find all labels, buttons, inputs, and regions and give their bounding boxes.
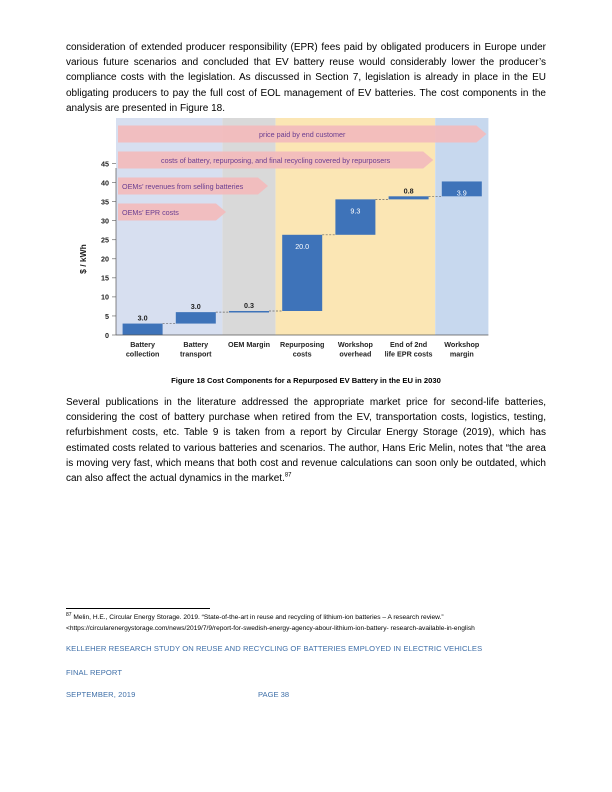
x-tick-label: Battery (183, 340, 209, 349)
x-tick-label: Workshop (337, 340, 373, 349)
footnote-citation: Melin, H.E., Circular Energy Storage. 2019. “State-of-the-art in reuse and recycling of lithium-ion batteries – A research review.” (71, 614, 444, 621)
bar-value-label: 3.0 (190, 302, 201, 312)
x-tick-label: Battery (130, 340, 155, 349)
bar-value-label: 3.9 (456, 188, 467, 198)
footnote-number: 87 (66, 611, 72, 618)
x-tick-label: collection (125, 349, 160, 359)
x-tick-label: OEM Margin (228, 340, 270, 349)
footer-page-number: PAGE 38 (258, 690, 290, 699)
bar-value-label: 0.8 (403, 186, 414, 196)
bar-5 (335, 199, 375, 234)
bar-value-label: 0.3 (244, 300, 254, 310)
annotation-label: OEMs’ EPR costs (122, 207, 179, 217)
bar-3 (229, 311, 269, 313)
y-axis-label: $ / kWh (78, 244, 88, 274)
x-tick-label: costs (292, 349, 312, 359)
footer-study-title: KELLEHER RESEARCH STUDY ON REUSE AND RECYCLING OF BATTERIES EMPLOYED IN ELECTRIC VEHICLES (66, 644, 483, 653)
y-tick-label: 5 (105, 311, 109, 321)
figure-caption: Figure 18 Cost Components for a Repurposed EV Battery in the EU in 2030 (171, 376, 441, 385)
bar-value-label: 20.0 (295, 241, 310, 251)
paragraph-publications-text: Several publications in the literature addressed the appropriate market price for second-life batteries, considering the cost of battery purchase when retired from the EV, transportation costs, logistics, testing, refurbishment costs, etc. Table 9 is taken from a report by Circular Energy Storage (2019), which has estimated costs related to various batteries and scenarios. The author, Hans Eric Melin, notes that “the area is moving very fast, which means that both cost and revenue calculations can soon only be outdated, which can also affect the actual dynamics in the market. (66, 397, 546, 485)
x-tick-label: overhead (339, 349, 372, 359)
y-tick-label: 20 (101, 254, 109, 264)
y-tick-label: 10 (101, 292, 109, 302)
y-tick-label: 30 (101, 216, 109, 226)
x-tick-label: life EPR costs (384, 349, 433, 359)
x-tick-label: Workshop (444, 340, 480, 349)
y-tick-label: 15 (101, 273, 109, 283)
annotation-label: OEMs’ revenues from selling batteries (122, 181, 244, 191)
annotation-label: price paid by end customer (259, 129, 346, 139)
y-tick-label: 35 (101, 197, 109, 207)
bar-6 (389, 196, 429, 199)
footnote-rule (66, 608, 210, 609)
bar-value-label: 9.3 (350, 206, 361, 216)
y-tick-label: 0 (105, 330, 109, 340)
footnote-ref[interactable]: 87 (284, 472, 292, 479)
x-tick-label: Repurposing (280, 340, 325, 349)
annotation-label: costs of battery, repurposing, and final recycling covered by repurposers (161, 155, 391, 165)
footnote (66, 612, 546, 634)
x-tick-label: transport (180, 349, 212, 359)
background-zone (116, 118, 222, 335)
bar-1 (123, 324, 163, 335)
bar-2 (176, 312, 216, 323)
bar-value-label: 3.0 (137, 313, 148, 323)
footer-date: SEPTEMBER, 2019 (66, 690, 136, 699)
paragraph-publications (66, 395, 546, 486)
cost-components-chart (70, 114, 500, 366)
background-zone (435, 118, 488, 335)
y-tick-label: 45 (101, 159, 109, 169)
footnote-url[interactable]: <https://circularenergystorage.com/news/2019/7/9/report-for-swedish-energy-agency-abour-lithium-ion-battery- research-available-in-english (66, 625, 475, 632)
y-tick-label: 40 (101, 178, 109, 188)
x-tick-label: End of 2nd (390, 340, 428, 349)
footer-report-label: FINAL REPORT (66, 668, 123, 677)
y-tick-label: 25 (101, 235, 109, 245)
paragraph-intro: consideration of extended producer responsibility (EPR) fees paid by obligated producers in Europe under various future scenarios and concluded that EV battery reuse would considerably lower the producer’s compliance costs with the legislation. As discussed in Section 7, legislation is already in place in the EU obligating producers to pay the full cost of EOL management of EV batteries. The cost components in the analysis are presented in Figure 18. (66, 42, 546, 114)
x-tick-label: margin (449, 349, 474, 359)
